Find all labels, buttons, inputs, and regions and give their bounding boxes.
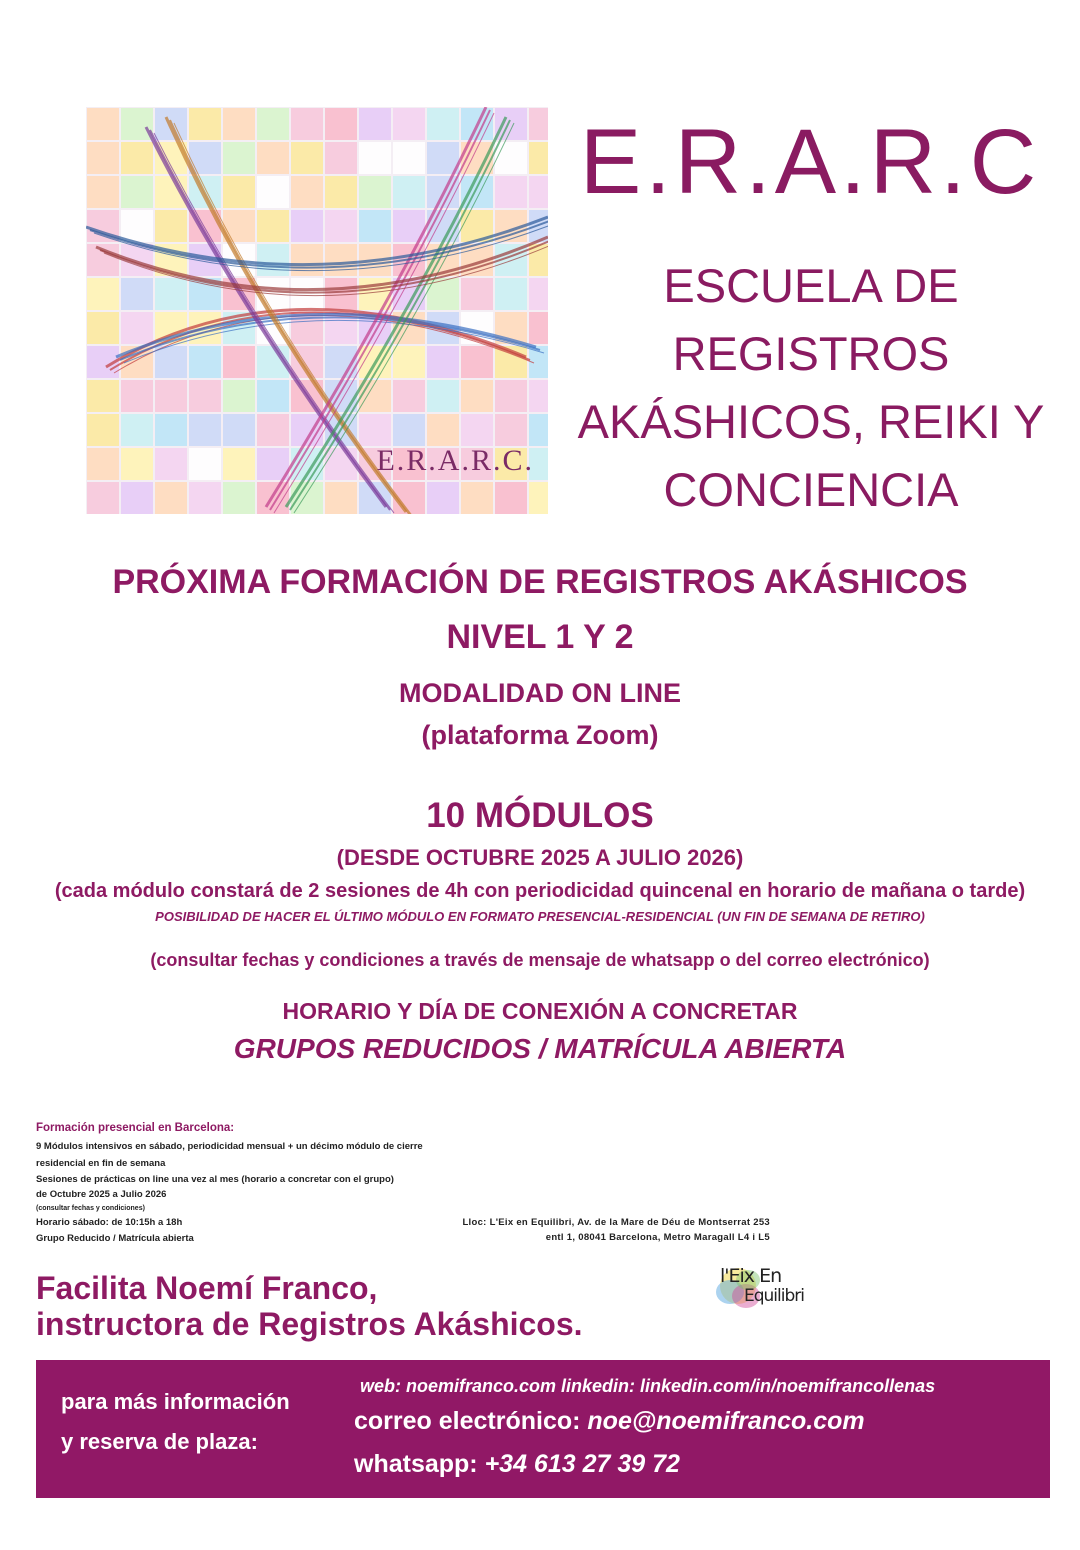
- contact-band: [36, 1360, 1050, 1498]
- course-level: NIVEL 1 Y 2: [446, 618, 634, 656]
- residential-note: POSIBILIDAD DE HACER EL ÚLTIMO MÓDULO EN FORMATO PRESENCIAL-RESIDENCIAL (UN FIN DE SEMANA DE RETIRO): [155, 909, 925, 924]
- modules-count: 10 MÓDULOS: [426, 796, 654, 835]
- school-name-line: CONCIENCIA: [663, 463, 959, 516]
- presencial-line: (consultar fechas y condiciones): [36, 1205, 145, 1212]
- groups-note: GRUPOS REDUCIDOS / MATRÍCULA ABIERTA: [233, 1033, 847, 1064]
- contact-label-line: para más información: [61, 1389, 290, 1414]
- venue-address-line: Lloc: L'Eix en Equilibri, Av. de la Mare de Déu de Montserrat 253: [462, 1217, 770, 1228]
- presencial-line: residencial en fin de semana: [36, 1158, 166, 1169]
- facilitator-role: instructora de Registros Akáshicos.: [36, 1306, 583, 1342]
- email-link[interactable]: noe@noemifranco.com: [587, 1407, 865, 1435]
- whatsapp-number[interactable]: +34 613 27 39 72: [484, 1450, 680, 1478]
- school-name-line: REGISTROS: [672, 327, 950, 380]
- whatsapp-line: [354, 1450, 680, 1479]
- contact-label: [61, 1382, 290, 1462]
- presencial-line: Sesiones de prácticas on line una vez al mes (horario a concretar con el grupo): [36, 1174, 394, 1185]
- venue-logo-text: Equilibri: [744, 1286, 804, 1306]
- venue-logo-text: l'Eix En: [720, 1265, 782, 1287]
- platform: (plataforma Zoom): [421, 720, 659, 750]
- school-name: [556, 252, 1066, 524]
- consult-note: (consultar fechas y condiciones a través de mensaje de whatsapp o del correo electrónico): [150, 950, 930, 970]
- brand-title: E.R.A.R.C: [579, 111, 1041, 213]
- modality: MODALIDAD ON LINE: [399, 678, 681, 708]
- whatsapp-label: whatsapp:: [354, 1450, 485, 1478]
- course-title: PRÓXIMA FORMACIÓN DE REGISTROS AKÁSHICOS: [112, 563, 968, 601]
- web-links[interactable]: web: noemifranco.com linkedin: linkedin.com/in/noemifrancollenas: [360, 1376, 936, 1396]
- contact-label-line: y reserva de plaza:: [61, 1429, 258, 1454]
- erarc-artwork-image: [86, 107, 548, 514]
- presencial-line: de Octubre 2025 a Julio 2026: [36, 1189, 167, 1200]
- school-name-line: ESCUELA DE: [663, 259, 959, 312]
- email-label: correo electrónico:: [354, 1407, 588, 1435]
- schedule-note: HORARIO Y DÍA DE CONEXIÓN A CONCRETAR: [282, 998, 798, 1024]
- email-line: [354, 1407, 865, 1436]
- course-dates: (DESDE OCTUBRE 2025 A JULIO 2026): [336, 845, 744, 870]
- facilitator-name: Facilita Noemí Franco,: [36, 1270, 378, 1306]
- presencial-title: Formación presencial en Barcelona:: [36, 1122, 235, 1134]
- presencial-line: 9 Módulos intensivos en sábado, periodicidad mensual + un décimo módulo de cierre: [36, 1141, 423, 1152]
- sessions-note: (cada módulo constará de 2 sesiones de 4h con periodicidad quincenal en horario de mañana o tarde): [54, 880, 1026, 902]
- school-name-line: AKÁSHICOS, REIKI Y: [577, 395, 1045, 448]
- presencial-line: Horario sábado: de 10:15h a 18h: [36, 1217, 183, 1228]
- artwork-caption: E.R.A.R.C.: [376, 444, 534, 477]
- facilitator: [36, 1270, 583, 1342]
- venue-address-line: entl 1, 08041 Barcelona, Metro Maragall L4 i L5: [545, 1232, 770, 1243]
- presencial-line: Grupo Reducido / Matrícula abierta: [36, 1233, 194, 1244]
